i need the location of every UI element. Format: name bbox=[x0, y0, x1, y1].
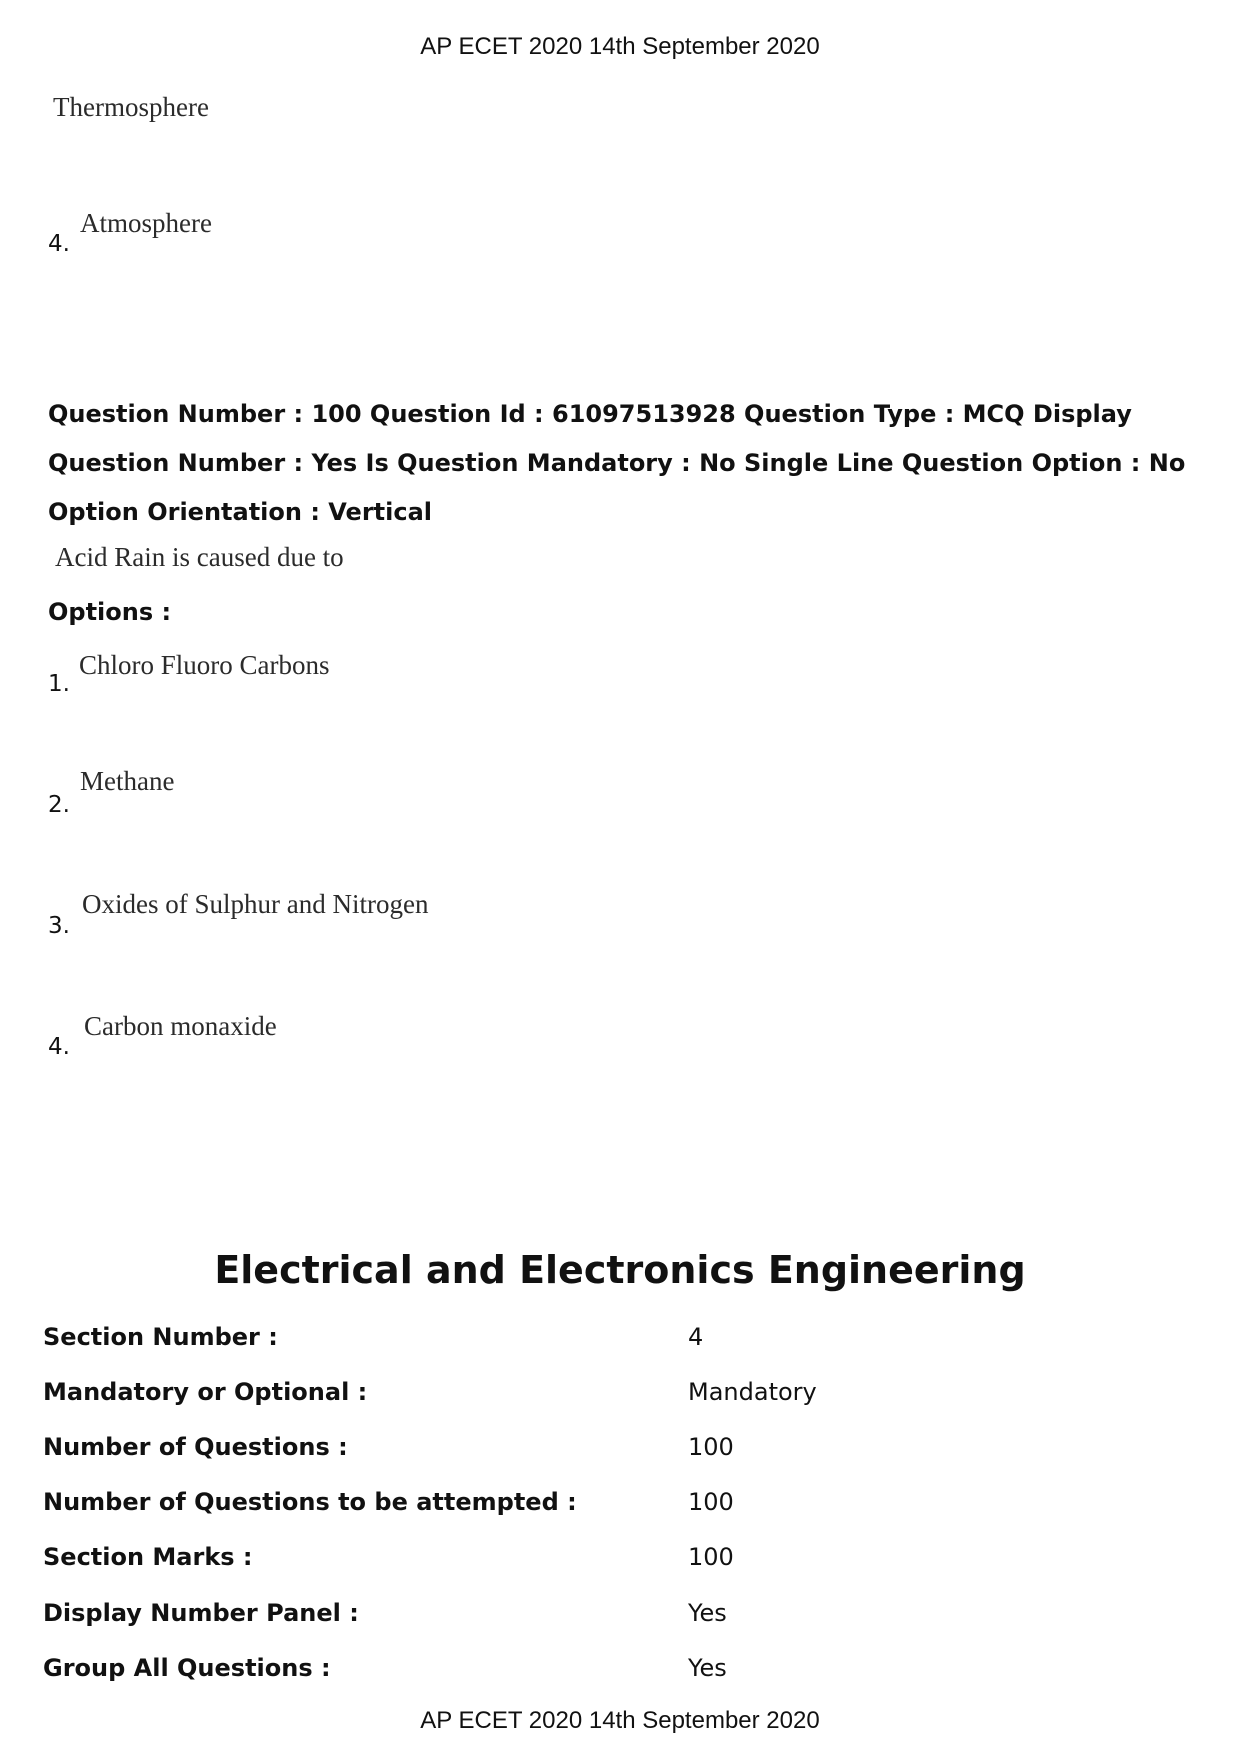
option-4-number: 4. bbox=[48, 1034, 70, 1060]
number-of-questions-value: 100 bbox=[688, 1433, 734, 1461]
display-number-panel-label: Display Number Panel : bbox=[43, 1599, 359, 1627]
section-marks-value: 100 bbox=[688, 1543, 734, 1571]
group-all-questions-value: Yes bbox=[688, 1654, 727, 1682]
page-header: AP ECET 2020 14th September 2020 bbox=[420, 33, 820, 60]
option-1-number: 1. bbox=[48, 671, 70, 697]
section-title: Electrical and Electronics Engineering bbox=[214, 1248, 1026, 1292]
option-3-number: 3. bbox=[48, 913, 70, 939]
section-number-value: 4 bbox=[688, 1323, 704, 1351]
option-1-text: Chloro Fluoro Carbons bbox=[79, 650, 330, 680]
questions-to-attempt-label: Number of Questions to be attempted : bbox=[43, 1488, 577, 1516]
prev-option-3-text: Thermosphere bbox=[53, 92, 209, 122]
prev-option-4-number: 4. bbox=[48, 231, 70, 257]
options-label: Options : bbox=[48, 598, 172, 626]
question-text: Acid Rain is caused due to bbox=[55, 542, 344, 572]
section-number-label: Section Number : bbox=[43, 1323, 278, 1351]
mandatory-or-optional-value: Mandatory bbox=[688, 1378, 817, 1406]
prev-option-4-text: Atmosphere bbox=[80, 208, 212, 238]
option-3-text: Oxides of Sulphur and Nitrogen bbox=[82, 889, 429, 919]
page-footer: AP ECET 2020 14th September 2020 bbox=[420, 1707, 820, 1734]
section-marks-label: Section Marks : bbox=[43, 1543, 253, 1571]
group-all-questions-label: Group All Questions : bbox=[43, 1654, 331, 1682]
option-4-text: Carbon monaxide bbox=[84, 1011, 277, 1041]
option-2-number: 2. bbox=[48, 792, 70, 818]
questions-to-attempt-value: 100 bbox=[688, 1488, 734, 1516]
question-meta: Question Number : 100 Question Id : 61097513928 Question Type : MCQ Display Question Number : Yes Is Question Mandatory : No Single Line Question Option : No Option Orientation : Vertical bbox=[48, 400, 1186, 526]
display-number-panel-value: Yes bbox=[688, 1599, 727, 1627]
option-2-text: Methane bbox=[80, 766, 175, 796]
number-of-questions-label: Number of Questions : bbox=[43, 1433, 348, 1461]
mandatory-or-optional-label: Mandatory or Optional : bbox=[43, 1378, 368, 1406]
